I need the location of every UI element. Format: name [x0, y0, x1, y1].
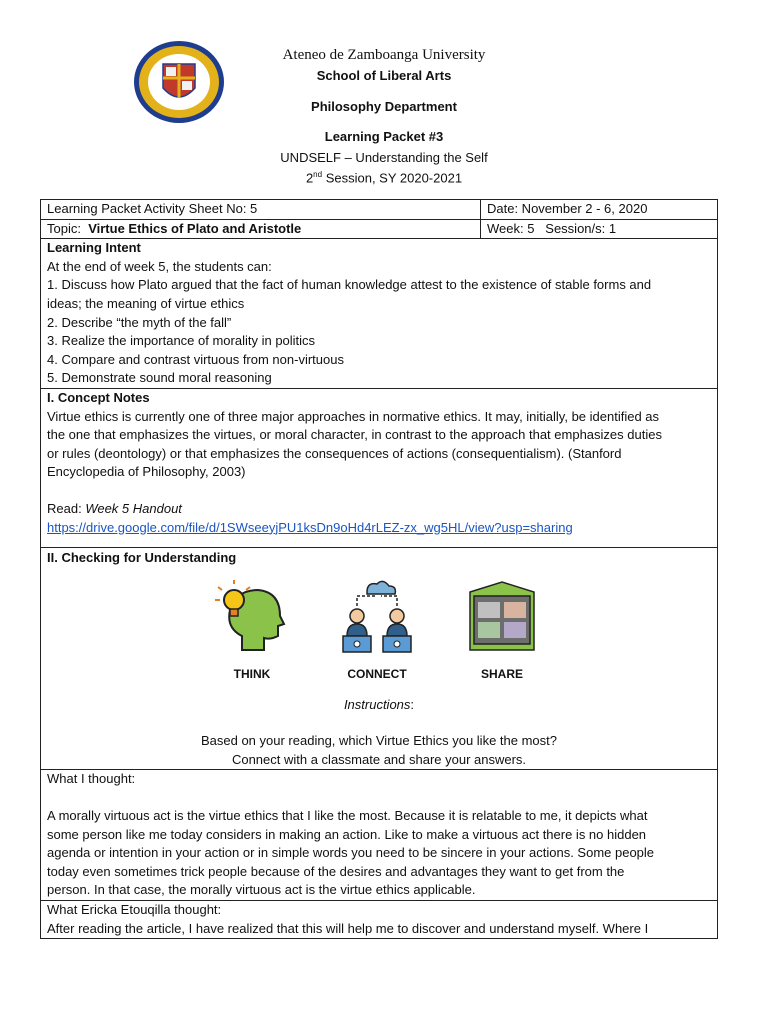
activity-sheet-table — [40, 199, 718, 939]
date-cell — [481, 200, 718, 220]
instructions-label: Instructions — [343, 696, 411, 712]
learning-intent-row — [41, 239, 718, 389]
concept-line-1: Virtue ethics is currently one of three major approaches in normative ethics. It may, initially, be identified as — [47, 408, 660, 424]
meta-row-1 — [41, 200, 718, 220]
thought-line-1: A morally virtuous act is the virtue ethics that I like the most. Because it is relatable to me, it depicts what — [47, 808, 648, 824]
thought-line-2: some person like me today considers in making an action. Like to make a virtuous act there is no hidden — [47, 826, 647, 842]
checking-title: II. Checking for Understanding — [47, 550, 237, 566]
sheet-number: Learning Packet Activity Sheet No: 5 — [47, 201, 258, 216]
read-line — [47, 500, 711, 519]
meta-row-2 — [41, 219, 718, 239]
learning-intent-title: Learning Intent — [47, 240, 141, 256]
university-name: Ateneo de Zamboanga University — [282, 47, 486, 63]
think-head-bulb-icon — [212, 578, 292, 658]
concept-notes-cell — [41, 388, 718, 547]
week-cell — [481, 219, 718, 239]
think-label: THINK — [233, 667, 271, 682]
share-item — [457, 578, 547, 684]
read-handout-title: Week 5 Handout — [85, 500, 182, 516]
checking-cell — [41, 548, 718, 770]
partner-thought-cell — [41, 901, 718, 939]
concept-line-3: or rules (deontology) or that emphasizes the consequences of actions (consequentialism). (Stanford — [47, 445, 622, 461]
what-i-thought-title: What I thought: — [47, 771, 136, 787]
thought-line-5: person. In that case, the morally virtuous act is the virtue ethics applicable. — [47, 882, 476, 898]
what-i-thought-cell — [41, 770, 718, 901]
connect-item — [332, 578, 422, 684]
partner-thought-row — [41, 901, 718, 939]
course-title: UNDSELF – Understanding the Self — [280, 150, 488, 165]
department-name: Philosophy Department — [311, 99, 457, 114]
topic-label: Topic: — [47, 220, 89, 236]
partner-thought-line-1: After reading the article, I have realized that this will help me to discover and understand myself. Where I — [47, 920, 649, 936]
sheet-number-cell — [41, 200, 481, 220]
handout-link[interactable]: https://drive.google.com/file/d/1SWseeyjPU1ksDn9oHd4rLEZ-zx_wg5HL/view?usp=sharing — [47, 519, 573, 535]
session-text: Session, SY 2020-2021 — [322, 170, 463, 186]
question-line-1: Based on your reading, which Virtue Ethics you like the most? — [200, 733, 557, 749]
week-value: Week: 5 Session/s: 1 — [487, 220, 617, 236]
what-i-thought-row — [41, 770, 718, 901]
share-screen-icon — [462, 578, 542, 658]
date-value: Date: November 2 - 6, 2020 — [487, 201, 648, 216]
topic-cell — [41, 219, 481, 239]
session-superscript: nd — [313, 170, 323, 179]
school-name: School of Liberal Arts — [316, 68, 452, 83]
concept-notes-title: I. Concept Notes — [47, 389, 150, 405]
learning-intent-cell — [41, 239, 718, 389]
share-label: SHARE — [480, 667, 523, 682]
intent-item-4: 4. Compare and contrast virtuous from non-virtuous — [47, 351, 344, 367]
thought-line-3: agenda or intention in your action or in simple words you need to be sincere in your actions. Some people — [47, 845, 655, 861]
concept-line-2: the one that emphasizes the virtues, or moral character, in contrast to the approach that emphasizes duties — [47, 427, 662, 443]
instructions-line — [47, 696, 711, 715]
intent-item-5: 5. Demonstrate sound moral reasoning — [47, 370, 272, 386]
think-item — [207, 578, 297, 684]
intent-item-2: 2. Describe “the myth of the fall” — [47, 314, 232, 330]
learning-packet-title: Learning Packet #3 — [324, 129, 444, 144]
connect-label: CONNECT — [347, 667, 407, 682]
concept-line-4: Encyclopedia of Philosophy, 2003) — [47, 464, 246, 480]
intent-item-1: 1. Discuss how Plato argued that the fact of human knowledge attest to the existence of stable forms and — [47, 277, 652, 293]
checking-row — [41, 548, 718, 770]
partner-thought-title: What Ericka Etouqilla thought: — [47, 902, 222, 918]
instructions-colon: : — [410, 696, 415, 712]
intent-item-3: 3. Realize the importance of morality in politics — [47, 333, 316, 349]
intent-item-1-cont: ideas; the meaning of virtue ethics — [47, 295, 245, 311]
read-label: Read: — [47, 500, 86, 516]
concept-notes-row — [41, 388, 718, 547]
topic-value: Virtue Ethics of Plato and Aristotle — [88, 220, 302, 236]
spacer — [47, 714, 711, 732]
session-number: 2 — [305, 170, 314, 186]
question-line-2: Connect with a classmate and share your answers. — [231, 751, 527, 767]
thought-line-4: today even sometimes trick people because of the desires and advantages they want to get from the — [47, 863, 625, 879]
spacer — [47, 789, 711, 807]
session-line — [0, 170, 768, 185]
spacer — [47, 482, 711, 500]
connect-people-cloud-icon — [337, 578, 417, 658]
learning-intent-intro: At the end of week 5, the students can: — [47, 258, 272, 274]
think-connect-share-graphic — [47, 578, 711, 688]
